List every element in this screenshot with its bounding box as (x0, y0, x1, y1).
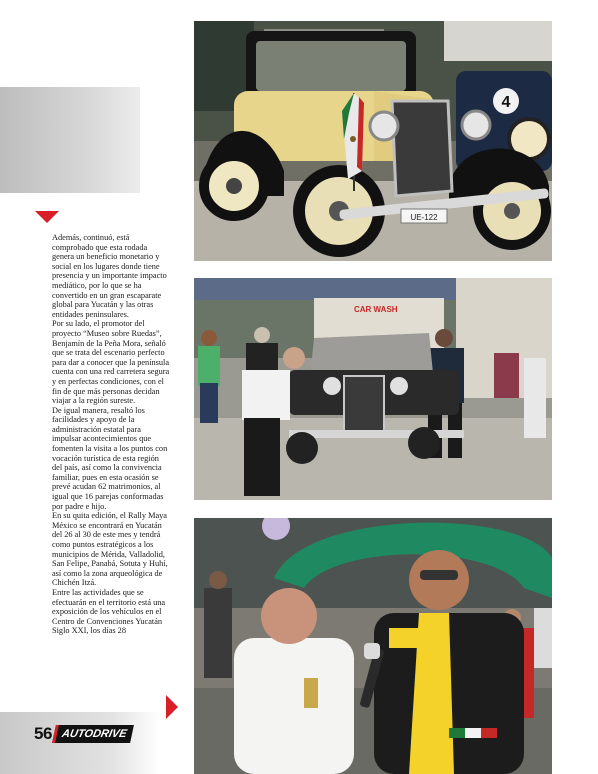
magazine-footer-logo (34, 722, 140, 746)
photo-car-unveiling (194, 278, 552, 500)
article-paragraph: En su quita edición, el Rally Maya México se encontrará en Yucatán del 26 al 30 de este mes y tendrá como puntos estratégicos a los municipios de Mérida, Valladolid, San Felipe, Panabá, Sotuta y Huhí, así como la zona arqueológica de Chichén Itzá. (52, 511, 168, 588)
red-triangle-right-icon (166, 695, 178, 719)
magazine-name: AUTODRIVE (52, 725, 133, 743)
article-body (52, 233, 170, 636)
flag-patch-icon (449, 728, 497, 738)
license-plate-text: UE-122 (410, 213, 438, 222)
page-number: 56 (34, 724, 52, 743)
article-paragraph: Además, continuó, está comprobado que esta rodada genera un beneficio monetario y social en los lugares donde tiene presencia y un importante impacto mediático, por lo que se ha convertido en un gran escaparate global para Yucatán y las otras entidades peninsulares. (52, 233, 167, 319)
photo-vintage-car-flag (194, 21, 552, 261)
decorative-grey-band (0, 87, 140, 193)
red-triangle-down-icon (35, 211, 59, 223)
photo-interview-microphone (194, 518, 552, 774)
article-paragraph: De igual manera, resaltó los facilidades y apoyo de la administración estatal para impulsar acontecimientos que fomenten la visita a los puntos con vocación turística de esta región del país, así como la convivencia familiar, pues en esta ocasión se prevé acudan 62 matrimonios, al igual que 16 parejas conformadas por padre e hijo. (52, 405, 168, 511)
article-paragraph: Entre las actividades que se efectuarán en el territorio está una exposición de los vehículos en el Centro de Convenciones Yucatán Siglo XXI, los días 28 (52, 587, 166, 636)
race-number-text: 4 (501, 94, 511, 111)
car-wash-sign: CAR WASH (354, 305, 398, 314)
article-paragraph: Por su lado, el promotor del proyecto “Museo sobre Ruedas”, Benjamín de la Peña Mora, señaló que se trata del escenario perfecto para dar a conocer que la península cuenta con una red carretera segura y en perfectas condiciones, con el fin de que más personas decidan viajar a la región sureste. (52, 319, 170, 406)
